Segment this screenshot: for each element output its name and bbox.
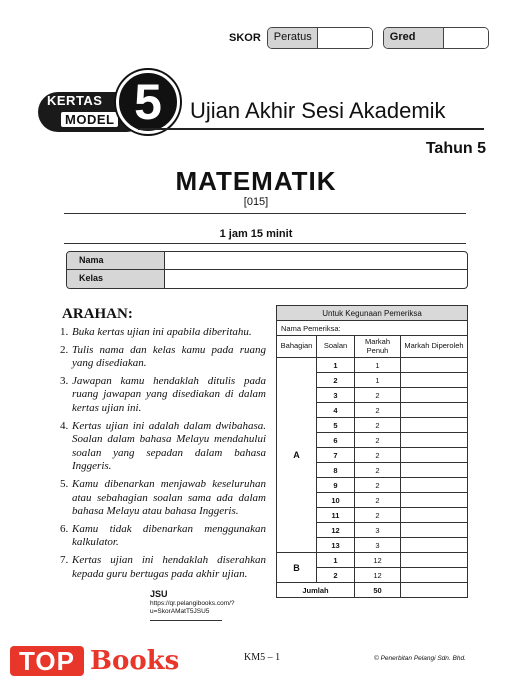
obtained-marks-cell[interactable]	[401, 358, 468, 373]
instruction-item: 3. Jawapan kamu hendaklah ditulis pada ruang jawapan yang disediakan di dalam kertas ujian ini.	[60, 374, 266, 414]
jsu-label: JSU	[150, 589, 168, 599]
obtained-marks-cell[interactable]	[401, 373, 468, 388]
class-label: Kelas	[67, 270, 165, 288]
col-obtained-header: Markah Diperoleh	[401, 336, 468, 358]
obtained-marks-cell[interactable]	[401, 553, 468, 568]
total-full-marks: 50	[355, 583, 401, 598]
peratus-label: Peratus	[268, 28, 318, 48]
peratus-box	[267, 27, 373, 49]
question-number: 10	[317, 493, 355, 508]
instruction-item: 7. Kertas ujian ini hendaklah diserahkan kepada guru bertugas pada akhir ujian.	[60, 553, 266, 580]
logo-top: TOP	[10, 646, 84, 676]
section-b-rows	[277, 553, 468, 583]
question-number: 8	[317, 463, 355, 478]
full-marks: 2	[355, 508, 401, 523]
col-section-header: Bahagian	[277, 336, 317, 358]
question-number: 9	[317, 478, 355, 493]
year-label: Tahun 5	[425, 140, 486, 157]
total-row	[277, 583, 468, 598]
name-field[interactable]	[165, 252, 467, 269]
section-b-cell: B	[277, 553, 317, 583]
full-marks: 2	[355, 493, 401, 508]
examiner-name-field[interactable]: Nama Pemeriksa:	[277, 321, 468, 336]
gred-box	[383, 27, 489, 49]
instruction-item: 5. Kamu dibenarkan menjawab keseluruhan atau sebahagian soalan sama ada dalam bahasa Melayu atau bahasa Inggeris.	[60, 477, 266, 518]
name-label: Nama	[67, 252, 165, 269]
obtained-marks-cell[interactable]	[401, 388, 468, 403]
copyright: © Penerbitan Pelangi Sdn. Bhd.	[374, 655, 466, 662]
exam-duration: 1 jam 15 minit	[219, 228, 293, 240]
obtained-marks-cell[interactable]	[401, 463, 468, 478]
obtained-marks-cell[interactable]	[401, 433, 468, 448]
table-row	[277, 358, 468, 373]
full-marks: 1	[355, 358, 401, 373]
full-marks: 12	[355, 568, 401, 583]
question-number: 1	[317, 358, 355, 373]
bottom-rule	[64, 243, 466, 244]
examiner-table-title: Untuk Kegunaan Pemeriksa	[277, 306, 468, 321]
paper-header	[38, 66, 484, 134]
subject-title: MATEMATIK	[175, 166, 337, 196]
full-marks: 2	[355, 478, 401, 493]
jsu-underline	[150, 620, 222, 621]
student-id-box	[66, 251, 468, 289]
question-number: 13	[317, 538, 355, 553]
peratus-value-field[interactable]	[318, 28, 372, 48]
full-marks: 2	[355, 403, 401, 418]
total-obtained-cell[interactable]	[401, 583, 468, 598]
question-number: 6	[317, 433, 355, 448]
instructions-list	[60, 322, 266, 581]
full-marks: 2	[355, 433, 401, 448]
col-full-marks-header: Markah Penuh	[355, 336, 401, 358]
score-panel	[229, 27, 489, 49]
topbooks-logo	[10, 642, 188, 682]
badge-number: 5	[134, 74, 162, 130]
obtained-marks-cell[interactable]	[401, 568, 468, 583]
full-marks: 3	[355, 538, 401, 553]
obtained-marks-cell[interactable]	[401, 538, 468, 553]
obtained-marks-cell[interactable]	[401, 448, 468, 463]
obtained-marks-cell[interactable]	[401, 523, 468, 538]
obtained-marks-cell[interactable]	[401, 418, 468, 433]
full-marks: 3	[355, 523, 401, 538]
instructions-title: ARAHAN:	[62, 306, 133, 322]
instruction-item: 2. Tulis nama dan kelas kamu pada ruang yang disediakan.	[60, 343, 266, 370]
full-marks: 1	[355, 373, 401, 388]
header-divider	[138, 128, 484, 130]
obtained-marks-cell[interactable]	[401, 478, 468, 493]
table-row	[277, 553, 468, 568]
name-row	[67, 252, 467, 270]
question-number: 7	[317, 448, 355, 463]
question-number: 2	[317, 373, 355, 388]
full-marks: 2	[355, 448, 401, 463]
full-marks: 2	[355, 418, 401, 433]
question-number: 5	[317, 418, 355, 433]
obtained-marks-cell[interactable]	[401, 493, 468, 508]
question-number: 4	[317, 403, 355, 418]
obtained-marks-cell[interactable]	[401, 403, 468, 418]
page-number: KM5 – 1	[244, 652, 281, 663]
total-label: Jumlah	[277, 583, 355, 598]
examiner-table	[276, 305, 468, 598]
full-marks: 2	[355, 388, 401, 403]
full-marks: 12	[355, 553, 401, 568]
top-rule	[64, 213, 466, 214]
skor-label: SKOR	[229, 32, 261, 44]
logo-books: Books	[90, 646, 180, 676]
col-question-header: Soalan	[317, 336, 355, 358]
instruction-item: 4. Kertas ujian ini adalah dalam dwibahasa. Soalan dalam bahasa Melayu mendahului soalan yang sepadan dalam bahasa Inggeris.	[60, 419, 266, 473]
badge-line2: MODEL	[61, 112, 118, 127]
section-a-cell: A	[277, 358, 317, 553]
full-marks: 2	[355, 463, 401, 478]
question-number: 3	[317, 388, 355, 403]
jsu-link[interactable]: https://qr.pelangibooks.com/?u=SkorAMatT5JSU5	[150, 600, 235, 615]
gred-label: Gred	[384, 28, 444, 48]
section-a-rows	[277, 358, 468, 553]
subject-code: [015]	[243, 196, 269, 208]
question-number: 2	[317, 568, 355, 583]
question-number: 12	[317, 523, 355, 538]
badge-line1: KERTAS	[47, 93, 103, 108]
question-number: 1	[317, 553, 355, 568]
instruction-item: 1. Buka kertas ujian ini apabila diberitahu.	[60, 326, 252, 338]
class-row	[67, 270, 467, 288]
class-field[interactable]	[165, 270, 467, 288]
question-number: 11	[317, 508, 355, 523]
gred-value-field[interactable]	[444, 28, 488, 48]
exam-title: Ujian Akhir Sesi Akademik	[190, 98, 446, 123]
instruction-item: 6. Kamu tidak dibenarkan menggunakan kalkulator.	[60, 522, 266, 549]
obtained-marks-cell[interactable]	[401, 508, 468, 523]
